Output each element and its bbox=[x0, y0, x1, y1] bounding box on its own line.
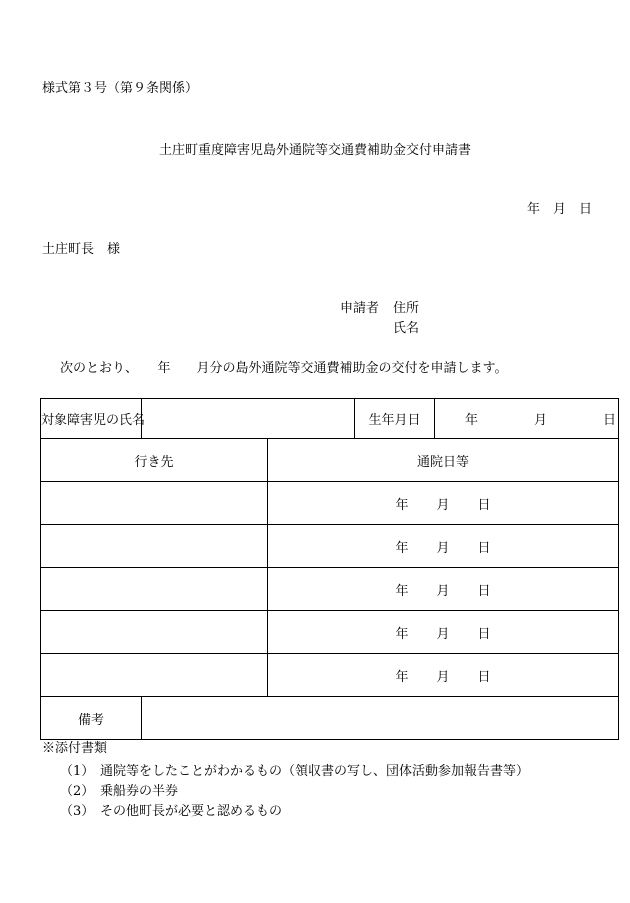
document-title: 土庄町重度障害児島外通院等交通費補助金交付申請書 bbox=[158, 143, 471, 158]
birth-date-label: 生年月日 bbox=[355, 399, 435, 439]
destination-field[interactable] bbox=[41, 525, 268, 568]
application-date: 年 月 日 bbox=[527, 202, 593, 217]
table-row bbox=[41, 654, 619, 697]
birth-year-unit: 年 bbox=[465, 413, 479, 428]
visit-month-unit: 月 bbox=[436, 626, 450, 642]
birth-month-unit: 月 bbox=[533, 413, 547, 428]
attachment-text: 通院等をしたことがわかるもの（領収書の写し、団体活動参加報告書等） bbox=[100, 764, 530, 779]
attachment-number: （3） bbox=[60, 804, 95, 819]
visit-month-unit: 月 bbox=[436, 669, 450, 685]
child-info-row bbox=[41, 399, 619, 439]
visit-year-unit: 年 bbox=[395, 626, 409, 642]
visit-month-unit: 月 bbox=[436, 583, 450, 599]
destination-field[interactable] bbox=[41, 654, 268, 697]
visit-date-field[interactable] bbox=[268, 654, 619, 697]
visit-day-unit: 日 bbox=[477, 669, 491, 685]
applicant-label: 申請者 bbox=[340, 301, 380, 316]
attachment-text: 乗船券の半券 bbox=[100, 784, 179, 799]
remarks-row bbox=[41, 697, 619, 740]
table-row bbox=[41, 568, 619, 611]
birth-day-unit: 日 bbox=[602, 413, 616, 428]
remarks-field[interactable] bbox=[142, 697, 619, 740]
visit-day-unit: 日 bbox=[477, 626, 491, 642]
visit-year-unit: 年 bbox=[395, 540, 409, 556]
table-row bbox=[41, 611, 619, 654]
application-table bbox=[40, 398, 619, 740]
attachment-number: （1） bbox=[60, 764, 95, 779]
visit-day-unit: 日 bbox=[477, 497, 491, 513]
visit-date-field[interactable] bbox=[268, 568, 619, 611]
child-name-label: 対象障害児の氏名 bbox=[41, 399, 142, 439]
destination-field[interactable] bbox=[41, 568, 268, 611]
birth-date-field[interactable] bbox=[435, 399, 619, 439]
attachment-text: その他町長が必要と認めるもの bbox=[100, 804, 283, 819]
attachment-item bbox=[60, 804, 282, 820]
destination-field[interactable] bbox=[41, 611, 268, 654]
child-name-field[interactable] bbox=[142, 399, 355, 439]
visit-date-field[interactable] bbox=[268, 611, 619, 654]
table-row bbox=[41, 482, 619, 525]
visit-day-unit: 日 bbox=[477, 540, 491, 556]
visit-month-unit: 月 bbox=[436, 497, 450, 513]
applicant-name-label: 氏名 bbox=[393, 321, 420, 336]
application-statement: 次のとおり、 年 月分の島外通院等交通費補助金の交付を申請します。 bbox=[60, 361, 508, 376]
form-number: 様式第３号（第９条関係） bbox=[42, 81, 199, 96]
destination-field[interactable] bbox=[41, 482, 268, 525]
column-header-row bbox=[41, 439, 619, 482]
visit-date-header: 通院日等 bbox=[268, 439, 619, 482]
attachments-title: ※添付書類 bbox=[42, 741, 108, 756]
visit-day-unit: 日 bbox=[477, 583, 491, 599]
applicant-address-label: 住所 bbox=[393, 301, 420, 316]
remarks-label: 備考 bbox=[41, 697, 142, 740]
visit-year-unit: 年 bbox=[395, 669, 409, 685]
attachment-item bbox=[60, 784, 178, 800]
attachment-item bbox=[60, 764, 529, 780]
table-row bbox=[41, 525, 619, 568]
addressee: 土庄町長 様 bbox=[42, 242, 121, 257]
visit-month-unit: 月 bbox=[436, 540, 450, 556]
visit-date-field[interactable] bbox=[268, 482, 619, 525]
destination-header: 行き先 bbox=[41, 439, 268, 482]
visit-year-unit: 年 bbox=[395, 583, 409, 599]
attachment-number: （2） bbox=[60, 784, 95, 799]
visit-year-unit: 年 bbox=[395, 497, 409, 513]
visit-date-field[interactable] bbox=[268, 525, 619, 568]
